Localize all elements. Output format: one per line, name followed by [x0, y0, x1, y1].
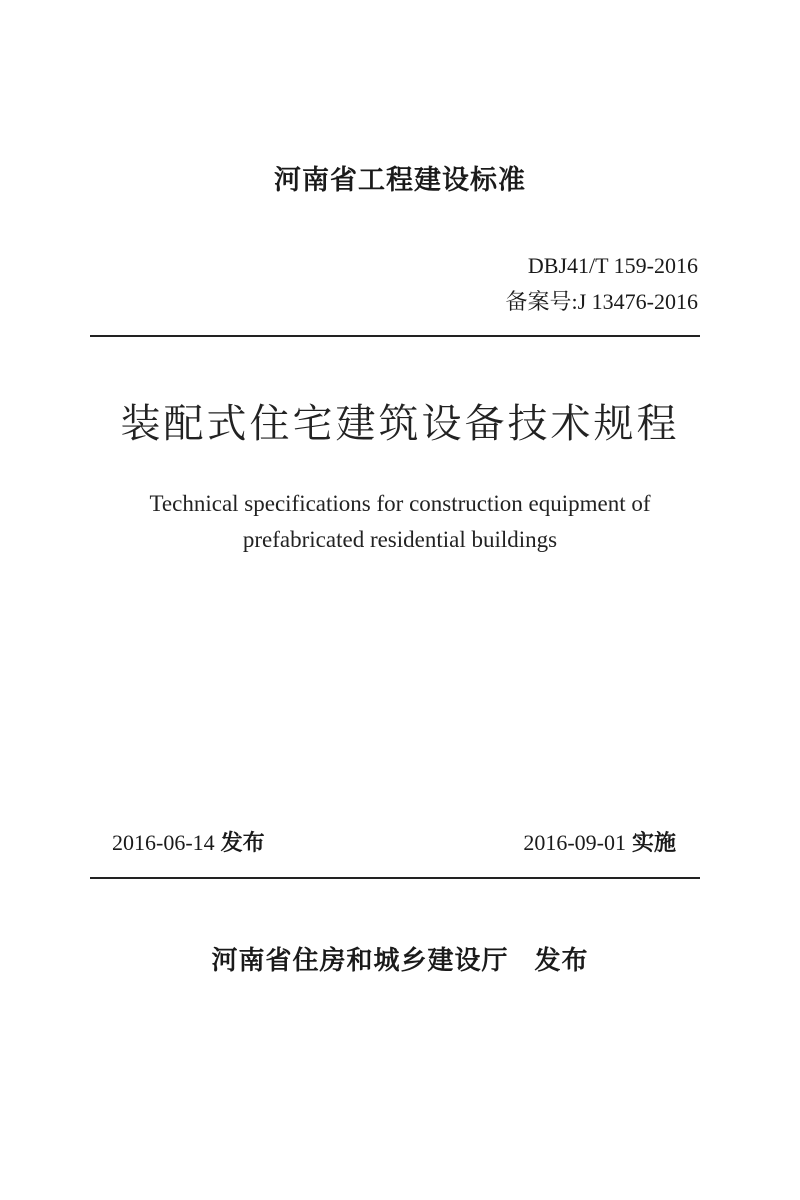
english-title-line-2: prefabricated residential buildings — [242, 527, 558, 552]
issue-date: 2016-06-14 — [112, 830, 215, 855]
english-title — [0, 486, 800, 558]
top-divider — [90, 335, 700, 337]
publisher-name: 河南省住房和城乡建设厅 — [211, 946, 509, 976]
implementation-date: 2016-09-01 — [523, 830, 626, 855]
chinese-title: 装配式住宅建筑设备技术规程 — [120, 401, 680, 447]
implementation-label: 实施 — [631, 831, 676, 856]
issue-date-block — [112, 826, 265, 857]
standard-code: DBJ41/T 159-2016 — [527, 253, 698, 278]
record-number: 备案号:J 13476-2016 — [505, 289, 698, 314]
implementation-date-block — [523, 826, 676, 857]
bottom-divider — [90, 877, 700, 879]
publisher-line — [0, 940, 800, 977]
english-title-line-1: Technical specifications for construction equipment of — [149, 491, 651, 516]
issue-label: 发布 — [220, 831, 265, 856]
publisher-label: 发布 — [534, 946, 589, 976]
standard-codes — [505, 248, 698, 320]
standard-type-heading: 河南省工程建设标准 — [274, 165, 526, 196]
